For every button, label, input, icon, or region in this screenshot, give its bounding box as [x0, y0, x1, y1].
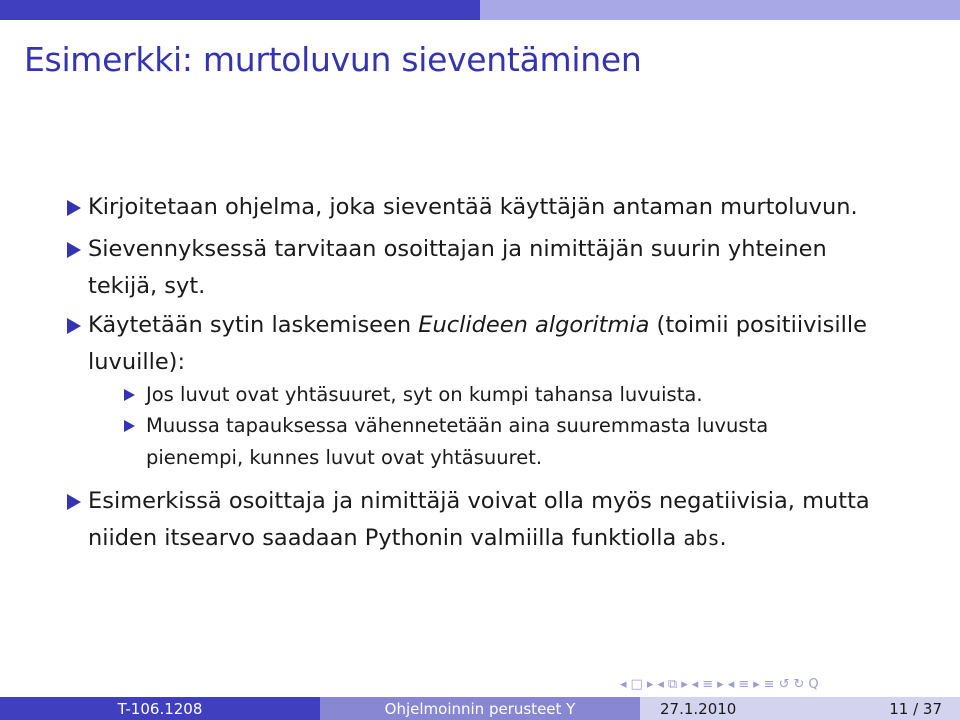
footer-title: Ohjelmoinnin perusteet Y	[320, 697, 640, 720]
subbullet-item	[146, 379, 703, 411]
bullet-text: Esimerkissä osoittaja ja nimittäjä voivat olla myös negatiivisia, mutta	[88, 488, 870, 514]
bullet-text: .	[719, 525, 727, 551]
subbullet-icon	[124, 389, 135, 401]
bullet-icon	[67, 200, 81, 216]
nav-subsection-icon[interactable]: ⧉	[667, 676, 678, 692]
beamer-navigation	[620, 674, 819, 694]
nav-frame-icon[interactable]: □	[630, 676, 643, 692]
bullet-icon	[67, 318, 81, 334]
header-bar-right	[480, 0, 960, 20]
subbullet-text: pienempi, kunnes luvut ovat yhtäsuuret.	[146, 446, 543, 469]
bullet-icon	[67, 494, 81, 510]
nav-left-icon[interactable]: ◂	[727, 676, 735, 692]
nav-right-icon[interactable]: ▸	[646, 676, 654, 692]
nav-section-icon[interactable]: ≡	[702, 676, 714, 692]
nav-right-icon[interactable]: ▸	[753, 676, 760, 692]
bullet-text: Kirjoitetaan ohjelma, joka sieventää käyttäjän antaman murtoluvun.	[88, 194, 858, 220]
bullet-text: niiden itsearvo saadaan Pythonin valmiilla funktiolla	[88, 525, 684, 551]
nav-doc-icon[interactable]: ≡	[738, 676, 750, 692]
footer-date: 27.1.2010	[660, 699, 737, 718]
bullet-text: Käytetään sytin laskemiseen	[88, 312, 419, 338]
nav-right-icon[interactable]: ▸	[681, 676, 688, 692]
nav-right-icon[interactable]: ▸	[717, 676, 724, 692]
bullet-text: Sievennyksessä tarvitaan osoittajan ja nimittäjän suurin yhteinen	[88, 236, 827, 262]
subbullet-text: Jos luvut ovat yhtäsuuret, syt on kumpi tahansa luvuista.	[146, 383, 703, 406]
header-bar	[0, 0, 960, 20]
bullet-icon	[67, 242, 81, 258]
code-abs: abs	[683, 526, 720, 550]
bullet-text: luvuille):	[88, 349, 186, 375]
footer-meta	[640, 697, 960, 720]
nav-left-icon[interactable]: ◂	[620, 676, 627, 692]
bullet-text: (toimii positiivisille	[649, 312, 867, 338]
subbullet-text: Muussa tapauksessa vähennetetään aina suuremmasta luvusta	[146, 414, 769, 437]
slide-title: Esimerkki: murtoluvun sieventäminen	[24, 40, 642, 79]
nav-back-icon[interactable]: ↺	[778, 676, 790, 692]
bullet-item	[88, 231, 827, 305]
header-bar-left	[0, 0, 480, 20]
subbullet-icon	[124, 420, 135, 432]
footer-course: T-106.1208	[0, 697, 320, 720]
subbullet-item	[146, 410, 768, 474]
bullet-item	[88, 307, 867, 381]
algorithm-name: Euclideen algoritmia	[418, 312, 650, 338]
bullet-item	[88, 483, 870, 557]
bullet-item	[88, 189, 858, 226]
bullet-text: tekijä, syt.	[88, 273, 206, 299]
footer-page: 11 / 37	[889, 699, 942, 718]
nav-left-icon[interactable]: ◂	[657, 676, 664, 692]
nav-search-icon[interactable]: Q	[808, 676, 819, 692]
nav-align-icon[interactable]: ≡	[763, 676, 775, 692]
footer-bar	[0, 697, 960, 720]
nav-forward-icon[interactable]: ↻	[793, 676, 805, 692]
nav-left-icon[interactable]: ◂	[691, 676, 699, 692]
